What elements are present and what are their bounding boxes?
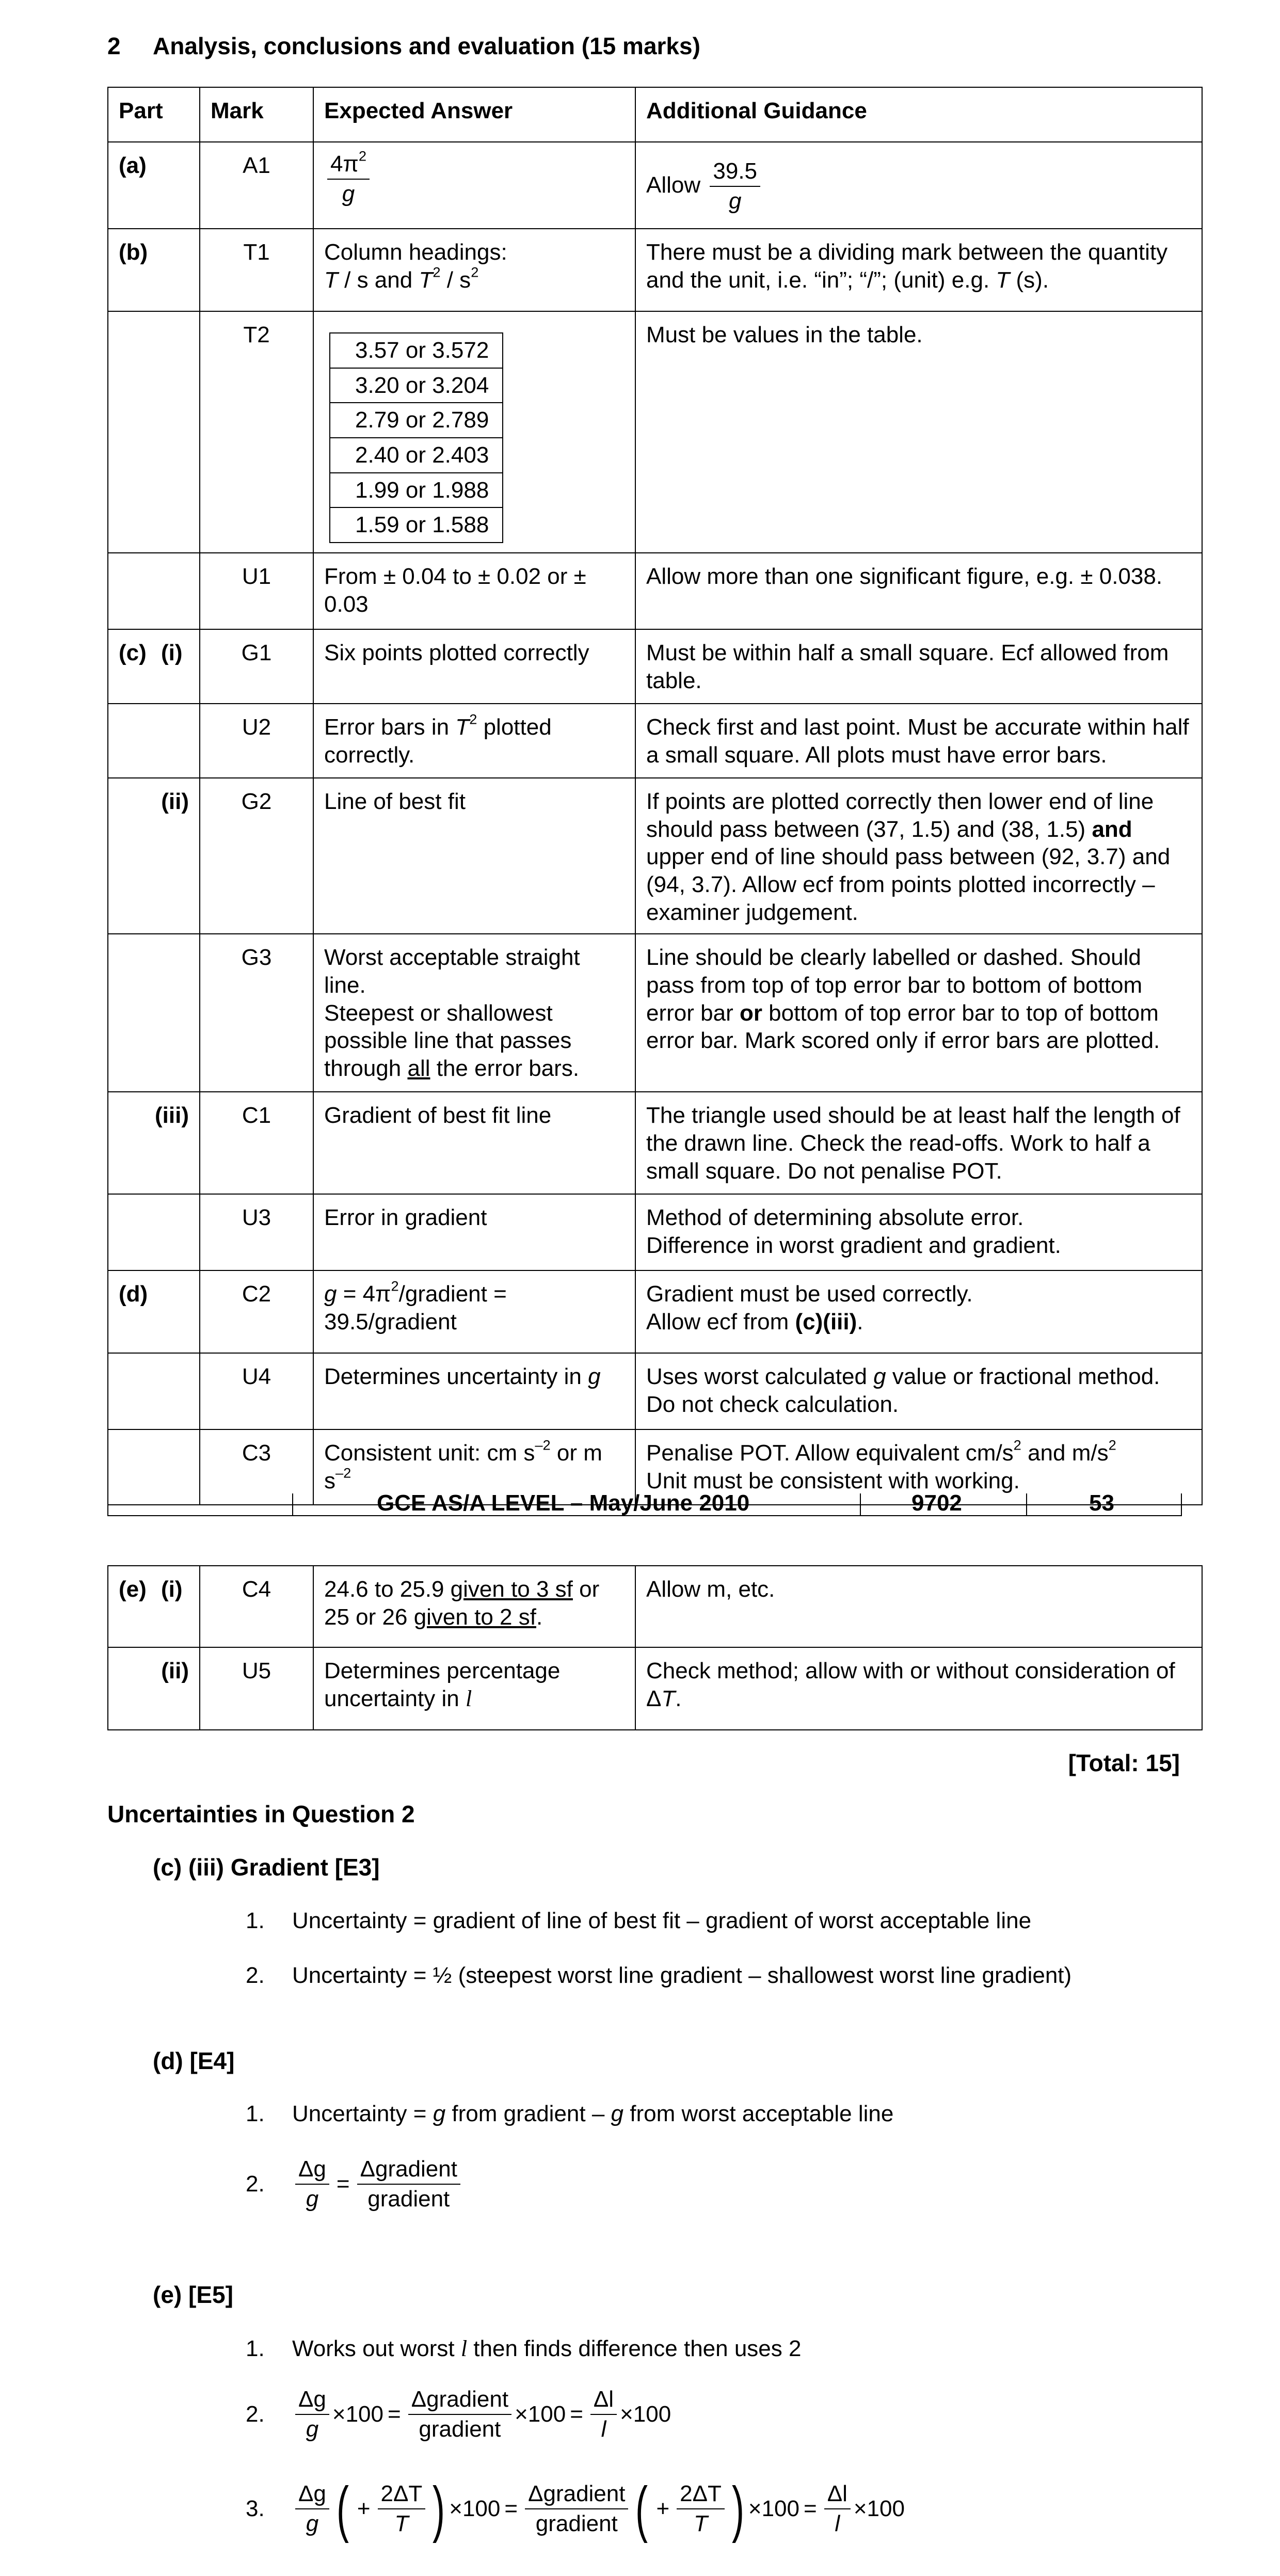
- part-label: (a): [108, 142, 200, 229]
- part-label: (c) (i): [108, 629, 200, 704]
- header-part: Part: [108, 87, 200, 142]
- expected-answer: Worst acceptable straight line. Steepest or shallowest possible line that passes through all the error bars.: [313, 934, 635, 1092]
- table-row: [108, 1647, 1202, 1730]
- additional-guidance: Uses worst calculated g value or fractional method. Do not check calculation.: [635, 1353, 1202, 1429]
- mark-code: G2: [200, 778, 313, 934]
- part-label: [108, 1194, 200, 1270]
- values-table: [329, 332, 503, 543]
- part-label: (b): [108, 229, 200, 311]
- table-row: [108, 142, 1202, 229]
- syllabus-code: 9702: [911, 1490, 962, 1516]
- mark-scheme-table-continued: [107, 1565, 1203, 1730]
- expected-answer: 24.6 to 25.9 given to 3 sf or 25 or 26 given to 2 sf.: [313, 1566, 635, 1647]
- table-row: [108, 704, 1202, 778]
- value-cell: 3.57 or 3.572: [330, 333, 503, 368]
- list-item: 1. Uncertainty = g from gradient – g from worst acceptable line: [246, 2101, 894, 2126]
- exam-title: GCE AS/A LEVEL – May/June 2010: [377, 1490, 750, 1516]
- header-expected-answer: Expected Answer: [313, 87, 635, 142]
- section-number: 2: [107, 33, 121, 59]
- mark-code: G1: [200, 629, 313, 704]
- part-label: (d): [108, 1270, 200, 1353]
- additional-guidance: Allow m, etc.: [635, 1566, 1202, 1647]
- expected-answer: Error in gradient: [313, 1194, 635, 1270]
- part-label: (e) (i): [108, 1566, 200, 1647]
- table-row: [108, 1270, 1202, 1353]
- additional-guidance: Check first and last point. Must be accurate within half a small square. All plots must have error bars.: [635, 704, 1202, 778]
- additional-guidance: Penalise POT. Allow equivalent $cm/s^2$ and $m/s^2$ Unit must be consistent with working.: [635, 1429, 1202, 1505]
- mark-code: C4: [200, 1566, 313, 1647]
- part-label: [108, 934, 200, 1092]
- table-row: [108, 778, 1202, 934]
- mark-scheme-table: [107, 87, 1203, 1505]
- table-header-row: [108, 87, 1202, 142]
- part-label: (ii): [108, 1647, 200, 1730]
- expected-answer: Line of best fit: [313, 778, 635, 934]
- list-item: 1. Uncertainty = gradient of line of best fit – gradient of worst acceptable line: [246, 1908, 1032, 1933]
- table-row: [108, 1566, 1202, 1647]
- mark-code: C2: [200, 1270, 313, 1353]
- mark-code: U2: [200, 704, 313, 778]
- expected-answer: Error bars in $T^2$ plotted correctly.: [313, 704, 635, 778]
- expected-answer: [313, 311, 635, 553]
- mark-code: U3: [200, 1194, 313, 1270]
- mark-code: C3: [200, 1429, 313, 1505]
- subheading-d: (d) [E4]: [153, 2047, 235, 2074]
- expected-answer: From ± 0.04 to ± 0.02 or ± 0.03: [313, 553, 635, 629]
- additional-guidance: If points are plotted correctly then lower end of line should pass between (37, 1.5) and (38, 1.5) and upper end of line should pass between (92, 3.7) and (94, 3.7). Allow ecf from points plotted incorrectly – examiner judgement.: [635, 778, 1202, 934]
- paper-number: 53: [1089, 1490, 1114, 1516]
- equation: $\frac{\Delta g}{g}$ ( + $\frac{2\Delta T}{T}$ ) ×100 = $\frac{\text{Δgradient}}{\text{gradient}}$ ( + $\frac{2\Delta T}{T}$ ) ×100 = $\frac{\Delta l}{l}$ ×100: [292, 2478, 905, 2540]
- header-mark: Mark: [200, 87, 313, 142]
- value-cell: 1.59 or 1.588: [330, 507, 503, 543]
- list-item: 2. $\frac{\Delta g}{g}$ ×100 = $\frac{\text{Δgradient}}{\text{gradient}}$ ×100 = $\frac{\Delta l}{l}$ ×100: [246, 2387, 671, 2442]
- expected-answer: Six points plotted correctly: [313, 629, 635, 704]
- fraction: $\frac{39.5}{g}$: [710, 159, 760, 214]
- page-footer-band: [107, 1490, 1182, 1516]
- mark-code: G3: [200, 934, 313, 1092]
- mark-code: C1: [200, 1092, 313, 1194]
- equation: $\frac{\Delta g}{g}$ ×100 = $\frac{\text{Δgradient}}{\text{gradient}}$ ×100 = $\frac{\Delta l}{l}$ ×100: [292, 2387, 671, 2442]
- expected-answer: $g = 4\pi^2$/gradient = 39.5/gradient: [313, 1270, 635, 1353]
- expected-answer: Gradient of best fit line: [313, 1092, 635, 1194]
- part-label: [108, 704, 200, 778]
- expected-answer: Column headings: T / s and $T^2 / s^2$: [313, 229, 635, 311]
- subheading-e: (e) [E5]: [153, 2281, 233, 2308]
- part-label: [108, 553, 200, 629]
- value-cell: 1.99 or 1.988: [330, 473, 503, 508]
- section-heading: Analysis, conclusions and evaluation (15 marks): [153, 33, 700, 59]
- mark-code: U1: [200, 553, 313, 629]
- table-row: [108, 1194, 1202, 1270]
- additional-guidance: Must be within half a small square. Ecf allowed from table.: [635, 629, 1202, 704]
- additional-guidance: Gradient must be used correctly. Allow ecf from (c)(iii).: [635, 1270, 1202, 1353]
- expected-answer: [313, 142, 635, 229]
- additional-guidance: There must be a dividing mark between the quantity and the unit, i.e. “in”; “/”; (unit) e.g. T (s).: [635, 229, 1202, 311]
- subheading-c-iii: (c) (iii) Gradient [E3]: [153, 1854, 380, 1881]
- part-label: (iii): [108, 1092, 200, 1194]
- table-row: [108, 1092, 1202, 1194]
- expected-answer: Determines percentage uncertainty in l: [313, 1647, 635, 1730]
- fraction: $\frac{4\pi^2}{g}$: [327, 152, 370, 207]
- expected-answer: Determines uncertainty in g: [313, 1353, 635, 1429]
- list-item: 3. $\frac{\Delta g}{g}$ ( + $\frac{2\Delta T}{T}$ ) ×100 = $\frac{\text{Δgradient}}{\text{gradient}}$ ( + $\frac{2\Delta T}{T}$ ) ×100 = $\frac{\Delta l}{l}$ ×100: [246, 2474, 905, 2543]
- value-cell: 2.40 or 2.403: [330, 438, 503, 473]
- additional-guidance: Method of determining absolute error. Difference in worst gradient and gradient.: [635, 1194, 1202, 1270]
- additional-guidance: Must be values in the table.: [635, 311, 1202, 553]
- value-cell: 2.79 or 2.789: [330, 403, 503, 438]
- table-row: [108, 311, 1202, 553]
- uncertainties-title: Uncertainties in Question 2: [107, 1801, 415, 1827]
- mark-code: T1: [200, 229, 313, 311]
- equation: $\frac{\Delta g}{g}$ = $\frac{\text{Δgradient}}{\text{gradient}}$: [292, 2157, 463, 2212]
- list-item: 2. Uncertainty = ½ (steepest worst line gradient – shallowest worst line gradient): [246, 1963, 1072, 1988]
- table-row: [108, 934, 1202, 1092]
- part-label: [108, 1353, 200, 1429]
- part-label: [108, 311, 200, 553]
- header-additional-guidance: Additional Guidance: [635, 87, 1202, 142]
- table-row: [108, 629, 1202, 704]
- table-row: [108, 1353, 1202, 1429]
- section-title: [107, 32, 700, 60]
- additional-guidance: Allow more than one significant figure, e.g. ± 0.038.: [635, 553, 1202, 629]
- table-row: [108, 229, 1202, 311]
- additional-guidance: Check method; allow with or without consideration of ΔT.: [635, 1647, 1202, 1730]
- list-item: 2. $\frac{\Delta g}{g}$ = $\frac{\text{Δgradient}}{\text{gradient}}$: [246, 2157, 463, 2212]
- additional-guidance: Allow $\frac{39.5}{g}$: [635, 142, 1202, 229]
- additional-guidance: Line should be clearly labelled or dashed. Should pass from top of top error bar to bottom of bottom error bar or bottom of top error bar to top of bottom error bar. Mark scored only if error bars are plotted.: [635, 934, 1202, 1092]
- mark-code: A1: [200, 142, 313, 229]
- additional-guidance: The triangle used should be at least half the length of the drawn line. Check the read-offs. Work to half a small square. Do not penalise POT.: [635, 1092, 1202, 1194]
- mark-code: U5: [200, 1647, 313, 1730]
- total-marks: [Total: 15]: [1068, 1750, 1180, 1776]
- value-cell: 3.20 or 3.204: [330, 368, 503, 403]
- mark-code: T2: [200, 311, 313, 553]
- expected-answer: Consistent unit: cm $s^{-2}$ or m $s^{-2}$: [313, 1429, 635, 1505]
- list-item: 1. Works out worst l then finds difference then uses 2: [246, 2335, 802, 2361]
- table-row: [108, 553, 1202, 629]
- part-label: (ii): [108, 778, 200, 934]
- mark-code: U4: [200, 1353, 313, 1429]
